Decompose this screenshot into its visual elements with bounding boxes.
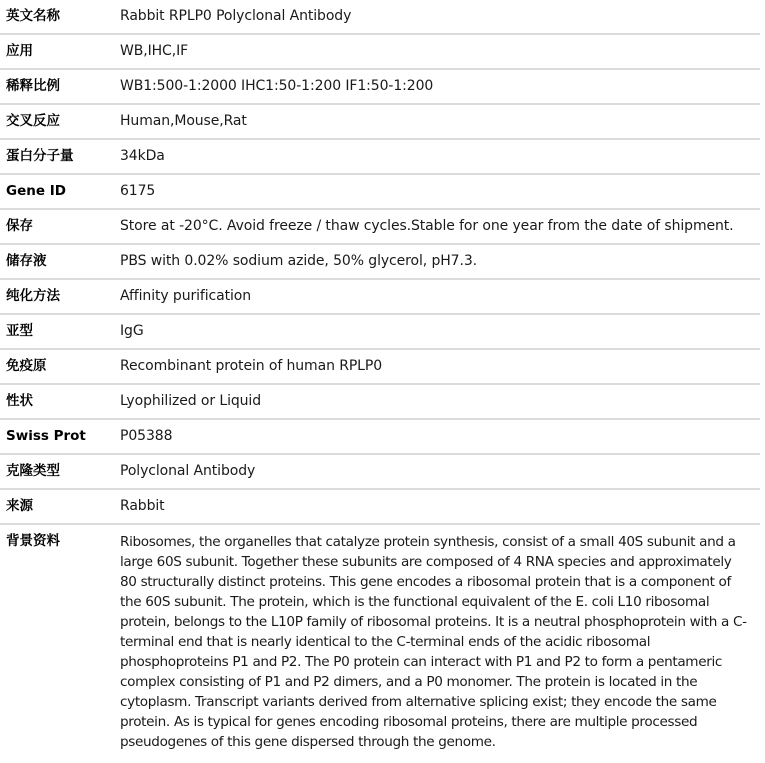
spec-label: 保存 bbox=[0, 209, 120, 244]
spec-row-isotype bbox=[0, 314, 760, 349]
spec-value: Affinity purification bbox=[120, 279, 760, 314]
spec-row-gene-id bbox=[0, 174, 760, 209]
spec-row-form bbox=[0, 384, 760, 419]
spec-row-swiss-prot bbox=[0, 419, 760, 454]
spec-value: Recombinant protein of human RPLP0 bbox=[120, 349, 760, 384]
spec-value: PBS with 0.02% sodium azide, 50% glycerol, pH7.3. bbox=[120, 244, 760, 279]
spec-label: 储存液 bbox=[0, 244, 120, 279]
spec-value-background-paragraph: Ribosomes, the organelles that catalyze protein synthesis, consist of a small 40S subunit and a large 60S subunit. Together these subunits are composed of 4 RNA species and approximately 80 structurally distinct proteins. This gene encodes a ribosomal protein that is a component of the 60S subunit. The protein, which is the functional equivalent of the E. coli L10 ribosomal protein, belongs to the L10P family of ribosomal proteins. It is a neutral phosphoprotein with a C-terminal end that is nearly identical to the C-terminal ends of the acidic ribosomal phosphoproteins P1 and P2. The P0 protein can interact with P1 and P2 to form a pentameric complex consisting of P1 and P2 dimers, and a P0 monomer. The protein is located in the cytoplasm. Transcript variants derived from alternative splicing exist; they encode the same protein. As is typical for genes encoding ribosomal proteins, there are multiple processed pseudogenes of this gene dispersed through the genome. bbox=[120, 534, 747, 750]
spec-row-storage bbox=[0, 209, 760, 244]
spec-label: 免疫原 bbox=[0, 349, 120, 384]
spec-row-english-name bbox=[0, 0, 760, 34]
spec-label: 英文名称 bbox=[0, 0, 120, 34]
spec-value: Polyclonal Antibody bbox=[120, 454, 760, 489]
spec-row-molecular-weight bbox=[0, 139, 760, 174]
spec-value: WB1:500-1:2000 IHC1:50-1:200 IF1:50-1:200 bbox=[120, 69, 760, 104]
spec-label: Gene ID bbox=[0, 174, 120, 209]
spec-value: Rabbit bbox=[120, 489, 760, 524]
spec-value: Human,Mouse,Rat bbox=[120, 104, 760, 139]
spec-label: 来源 bbox=[0, 489, 120, 524]
spec-label: 性状 bbox=[0, 384, 120, 419]
spec-value: 6175 bbox=[120, 174, 760, 209]
spec-label: 交叉反应 bbox=[0, 104, 120, 139]
spec-label: 背景资料 bbox=[6, 533, 60, 549]
spec-label: Swiss Prot bbox=[0, 419, 120, 454]
spec-row-host bbox=[0, 489, 760, 524]
spec-value: Lyophilized or Liquid bbox=[120, 384, 760, 419]
spec-row-background bbox=[0, 524, 760, 752]
spec-row-reactivity bbox=[0, 104, 760, 139]
spec-label: 克隆类型 bbox=[0, 454, 120, 489]
spec-value: IgG bbox=[120, 314, 760, 349]
spec-row-buffer bbox=[0, 244, 760, 279]
spec-label: 纯化方法 bbox=[0, 279, 120, 314]
spec-label: 亚型 bbox=[0, 314, 120, 349]
spec-value: 34kDa bbox=[120, 139, 760, 174]
spec-label: 蛋白分子量 bbox=[0, 139, 120, 174]
spec-row-dilution bbox=[0, 69, 760, 104]
spec-label: 稀释比例 bbox=[0, 69, 120, 104]
spec-value: WB,IHC,IF bbox=[120, 34, 760, 69]
spec-row-clonality bbox=[0, 454, 760, 489]
spec-value: P05388 bbox=[120, 419, 760, 454]
spec-row-immunogen bbox=[0, 349, 760, 384]
spec-row-application bbox=[0, 34, 760, 69]
spec-value: Rabbit RPLP0 Polyclonal Antibody bbox=[120, 0, 760, 34]
spec-value: Store at -20°C. Avoid freeze / thaw cycles.Stable for one year from the date of shipment. bbox=[120, 209, 760, 244]
spec-row-purification bbox=[0, 279, 760, 314]
spec-label: 应用 bbox=[0, 34, 120, 69]
